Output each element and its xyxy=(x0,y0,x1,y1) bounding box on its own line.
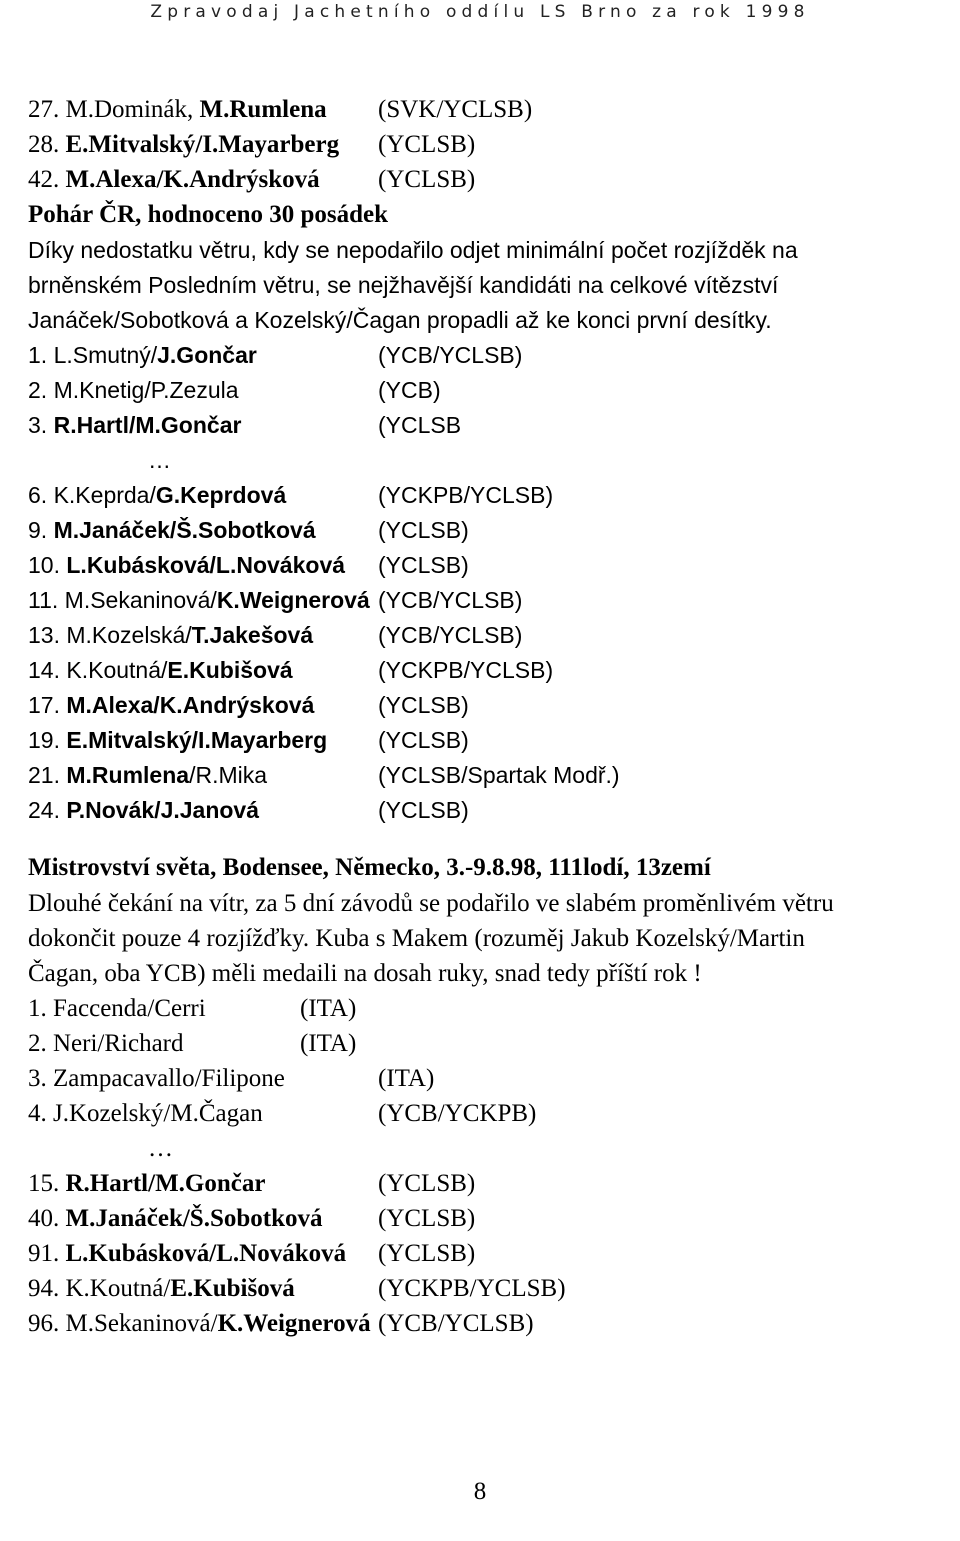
result-row: 21. M.Rumlena/R.Mika (YCLSB/Spartak Modř.) xyxy=(28,762,620,788)
result-row: 6. K.Keprda/G.Keprdová (YCKPB/YCLSB) xyxy=(28,482,554,508)
result-row: 91. L.Kubásková/L.Nováková (YCLSB) xyxy=(28,1240,476,1267)
results-list-worlds xyxy=(28,991,948,1341)
result-row: 14. K.Koutná/E.Kubišová (YCKPB/YCLSB) xyxy=(28,657,554,683)
result-row: 13. M.Kozelská/T.Jakešová (YCB/YCLSB) xyxy=(28,622,523,648)
section-heading-worlds: Mistrovství světa, Bodensee, Německo, 3.-9.8.98, 111lodí, 13zemí xyxy=(28,854,711,881)
section-paragraph-cup: Díky nedostatku větru, kdy se nepodařilo odjet minimální počet rozjížděk na brněnském Posledním větru, se nejžhavější kandidáti na celkové vítězství Janáček/Sobotková a Kozelský/Čagan propadli až ke konci první desítky. xyxy=(28,237,798,333)
page-number: 8 xyxy=(473,1478,487,1505)
ellipsis: … xyxy=(148,1135,173,1162)
results-list-cup xyxy=(28,338,948,828)
result-row: 19. E.Mitvalský/I.Mayarberg (YCLSB) xyxy=(28,727,469,753)
result-row: 1. L.Smutný/J.Gončar (YCB/YCLSB) xyxy=(28,342,523,368)
result-row: 94. K.Koutná/E.Kubišová (YCKPB/YCLSB) xyxy=(28,1275,566,1302)
result-row: 42. M.Alexa/K.Andrýsková (YCLSB) xyxy=(28,166,476,193)
section-heading-cup: Pohár ČR, hodnoceno 30 posádek xyxy=(28,201,389,228)
newsletter-header: Zpravodaj Jachetního oddílu LS Brno za rok 1998 xyxy=(150,2,810,22)
document-body xyxy=(28,92,948,1341)
result-row: 10. L.Kubásková/L.Nováková (YCLSB) xyxy=(28,552,469,578)
section-paragraph-worlds: Dlouhé čekání na vítr, za 5 dní závodů se podařilo ve slabém proměnlivém větru dokončit pouze 4 rozjížďky. Kuba s Makem (rozuměj Jakub Kozelský/Martin Čagan, oba YCB) měli medaili na dosah ruky, snad tedy příští rok ! xyxy=(28,890,834,987)
result-row: 3. R.Hartl/M.Gončar (YCLSB xyxy=(28,412,462,438)
result-row: 40. M.Janáček/Š.Sobotková (YCLSB) xyxy=(28,1205,476,1232)
result-row: 15. R.Hartl/M.Gončar (YCLSB) xyxy=(28,1170,476,1197)
result-row: 1. Faccenda/Cerri (ITA) xyxy=(28,995,357,1022)
ellipsis: … xyxy=(148,447,171,473)
result-row: 17. M.Alexa/K.Andrýsková (YCLSB) xyxy=(28,692,469,718)
result-row: 9. M.Janáček/Š.Sobotková (YCLSB) xyxy=(28,517,469,543)
result-row: 4. J.Kozelský/M.Čagan (YCB/YCKPB) xyxy=(28,1100,537,1127)
result-row: 2. M.Knetig/P.Zezula (YCB) xyxy=(28,377,441,403)
result-row: 96. M.Sekaninová/K.Weignerová (YCB/YCLSB) xyxy=(28,1310,534,1337)
result-row: 11. M.Sekaninová/K.Weignerová (YCB/YCLSB) xyxy=(28,587,523,613)
result-row: 2. Neri/Richard (ITA) xyxy=(28,1030,357,1057)
result-row: 28. E.Mitvalský/I.Mayarberg (YCLSB) xyxy=(28,131,476,158)
result-row: 27. M.Dominák, M.Rumlena (SVK/YCLSB) xyxy=(28,96,533,123)
results-list-top xyxy=(28,92,948,197)
result-row: 3. Zampacavallo/Filipone (ITA) xyxy=(28,1065,435,1092)
result-row: 24. P.Novák/J.Janová (YCLSB) xyxy=(28,797,469,823)
